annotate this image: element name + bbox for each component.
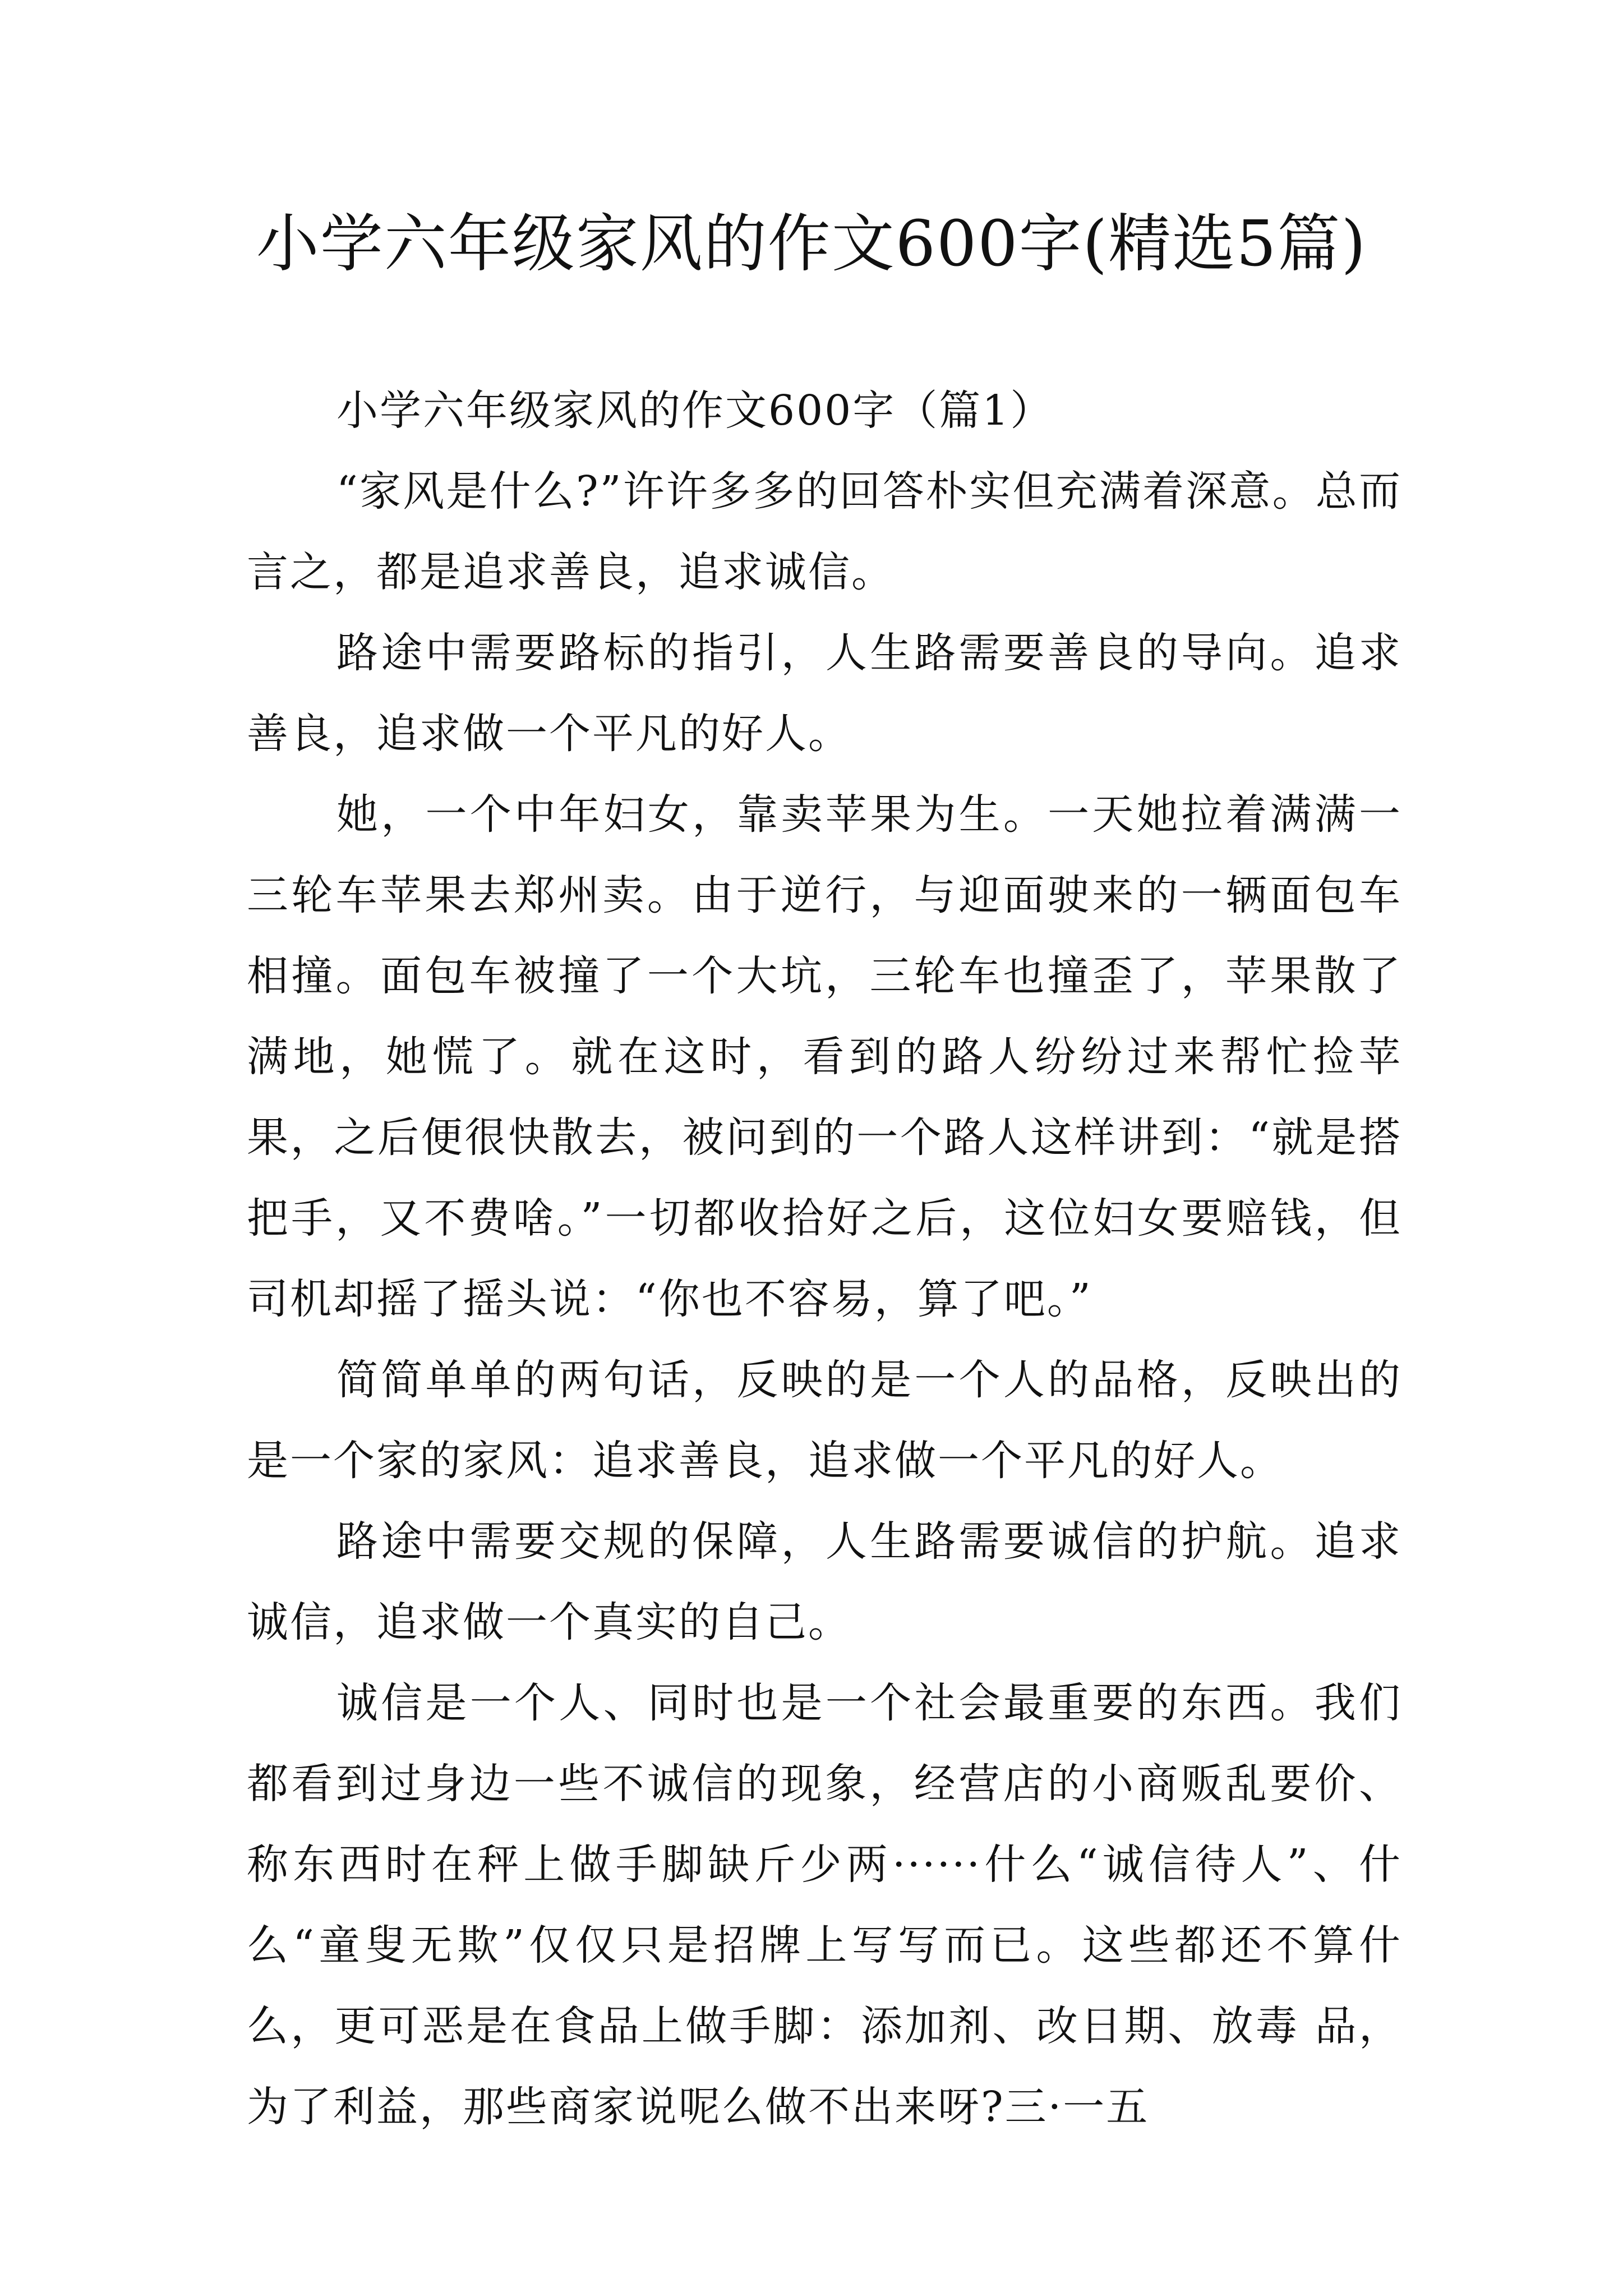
paragraph: 诚信是一个人、同时也是一个社会最重要的东西。我们都看到过身边一些不诚信的现象，经营店的小商贩乱要价、称东西时在秤上做手脚缺斤少两······什么“诚信待人”、什么“童叟无欺”仅仅只是招牌上写写而已。这些都还不算什么，更可恶是在食品上做手脚：添加剂、改日期、放毒 品，为了利益，那些商家说呢么做不出来呀?三·一五 [247,1679,1402,2131]
paragraph: 路途中需要路标的指引，人生路需要善良的导向。追求善良，追求做一个平凡的好人。 [247,629,1402,758]
section-heading: 小学六年级家风的作文600字（篇1） [336,386,1054,435]
document-title: 小学六年级家风的作文600字(精选5篇) [256,208,1367,280]
paragraph: “家风是什么?”许许多多的回答朴实但充满着深意。总而言之，都是追求善良，追求诚信。 [247,467,1402,596]
paragraph: 简简单单的两句话，反映的是一个人的品格，反映出的是一个家的家风：追求善良，追求做一个平凡的好人。 [247,1356,1402,1485]
paragraph: 路途中需要交规的保障，人生路需要诚信的护航。追求诚信，追求做一个真实的自己。 [247,1517,1402,1646]
paragraph: 她，一个中年妇女，靠卖苹果为生。一天她拉着满满一三轮车苹果去郑州卖。由于逆行，与迎面驶来的一辆面包车相撞。面包车被撞了一个大坑，三轮车也撞歪了，苹果散了满地，她慌了。就在这时，看到的路人纷纷过来帮忙捡苹果，之后便很快散去，被问到的一个路人这样讲到：“就是搭把手，又不费啥。”一切都收拾好之后，这位妇女要赔钱，但司机却摇了摇头说：“你也不容易，算了吧。” [247,790,1402,1323]
document-body [247,370,1402,2147]
